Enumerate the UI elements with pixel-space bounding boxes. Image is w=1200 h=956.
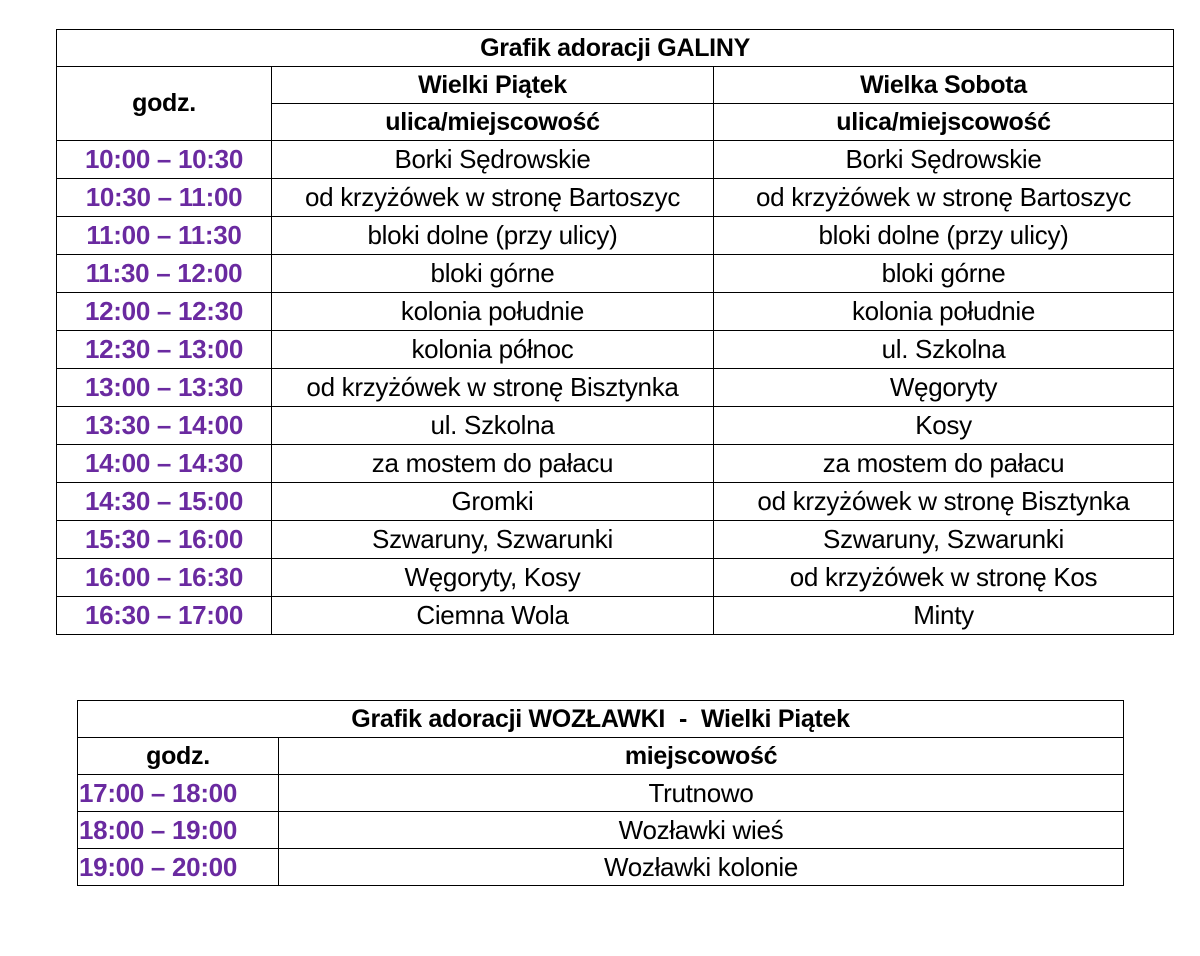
friday-location: bloki dolne (przy ulicy)	[272, 217, 714, 255]
saturday-location: Minty	[714, 597, 1174, 635]
time-slot: 11:30 – 12:00	[57, 255, 272, 293]
time-slot: 18:00 – 19:00	[78, 812, 279, 849]
friday-location: Gromki	[272, 483, 714, 521]
galiny-day2-header: Wielka Sobota	[714, 67, 1174, 104]
saturday-location: bloki dolne (przy ulicy)	[714, 217, 1174, 255]
wozlawki-hour-header: godz.	[78, 738, 279, 775]
saturday-location: za mostem do pałacu	[714, 445, 1174, 483]
time-slot: 16:00 – 16:30	[57, 559, 272, 597]
table-row	[57, 141, 1174, 179]
table-row	[57, 521, 1174, 559]
saturday-location: od krzyżówek w stronę Bisztynka	[714, 483, 1174, 521]
location: Trutnowo	[279, 775, 1124, 812]
table-row	[57, 559, 1174, 597]
table-row	[78, 849, 1124, 886]
time-slot: 14:00 – 14:30	[57, 445, 272, 483]
time-slot: 12:30 – 13:00	[57, 331, 272, 369]
location: Wozławki kolonie	[279, 849, 1124, 886]
saturday-location: kolonia południe	[714, 293, 1174, 331]
time-slot: 10:00 – 10:30	[57, 141, 272, 179]
table-row	[57, 331, 1174, 369]
time-slot: 15:30 – 16:00	[57, 521, 272, 559]
friday-location: bloki górne	[272, 255, 714, 293]
time-slot: 13:00 – 13:30	[57, 369, 272, 407]
time-slot: 17:00 – 18:00	[78, 775, 279, 812]
table-row	[57, 179, 1174, 217]
wozlawki-place-header: miejscowość	[279, 738, 1124, 775]
friday-location: od krzyżówek w stronę Bartoszyc	[272, 179, 714, 217]
table-row	[57, 369, 1174, 407]
table-row	[57, 445, 1174, 483]
table-row	[57, 255, 1174, 293]
wozlawki-schedule-table	[77, 700, 1124, 886]
wozlawki-title	[78, 701, 1124, 738]
table-row	[57, 597, 1174, 635]
wozlawki-title-main: Grafik adoracji WOZŁAWKI	[351, 704, 665, 733]
time-slot: 19:00 – 20:00	[78, 849, 279, 886]
table-row	[57, 407, 1174, 445]
table-row	[57, 293, 1174, 331]
friday-location: Węgoryty, Kosy	[272, 559, 714, 597]
friday-location: ul. Szkolna	[272, 407, 714, 445]
saturday-location: ul. Szkolna	[714, 331, 1174, 369]
saturday-location: Szwaruny, Szwarunki	[714, 521, 1174, 559]
galiny-day1-place-header: ulica/miejscowość	[272, 104, 714, 141]
friday-location: Borki Sędrowskie	[272, 141, 714, 179]
galiny-hour-header: godz.	[57, 67, 272, 141]
time-slot: 11:00 – 11:30	[57, 217, 272, 255]
saturday-location: bloki górne	[714, 255, 1174, 293]
galiny-schedule-table	[56, 29, 1174, 635]
friday-location: Ciemna Wola	[272, 597, 714, 635]
friday-location: za mostem do pałacu	[272, 445, 714, 483]
galiny-day1-header: Wielki Piątek	[272, 67, 714, 104]
table-row	[57, 483, 1174, 521]
table-row	[57, 217, 1174, 255]
galiny-title: Grafik adoracji GALINY	[57, 30, 1174, 67]
saturday-location: od krzyżówek w stronę Bartoszyc	[714, 179, 1174, 217]
wozlawki-title-day: Wielki Piątek	[700, 704, 850, 733]
saturday-location: Kosy	[714, 407, 1174, 445]
galiny-day2-place-header: ulica/miejscowość	[714, 104, 1174, 141]
saturday-location: od krzyżówek w stronę Kos	[714, 559, 1174, 597]
friday-location: kolonia południe	[272, 293, 714, 331]
table-row	[78, 812, 1124, 849]
time-slot: 14:30 – 15:00	[57, 483, 272, 521]
wozlawki-title-separator: -	[678, 704, 687, 733]
friday-location: Szwaruny, Szwarunki	[272, 521, 714, 559]
time-slot: 13:30 – 14:00	[57, 407, 272, 445]
saturday-location: Węgoryty	[714, 369, 1174, 407]
friday-location: od krzyżówek w stronę Bisztynka	[272, 369, 714, 407]
friday-location: kolonia północ	[272, 331, 714, 369]
time-slot: 16:30 – 17:00	[57, 597, 272, 635]
time-slot: 10:30 – 11:00	[57, 179, 272, 217]
saturday-location: Borki Sędrowskie	[714, 141, 1174, 179]
time-slot: 12:00 – 12:30	[57, 293, 272, 331]
location: Wozławki wieś	[279, 812, 1124, 849]
table-row	[78, 775, 1124, 812]
